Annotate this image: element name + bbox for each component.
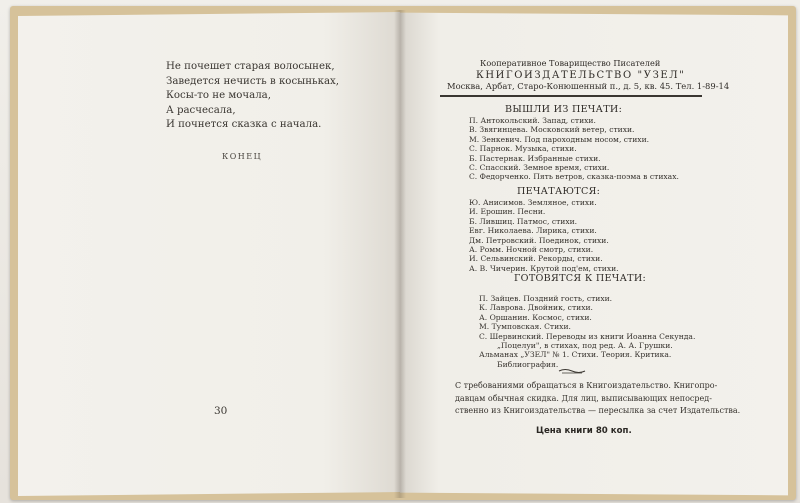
- list-item: А. В. Чичерин. Крутой под'ем, стихи.: [469, 263, 619, 273]
- note-line: ственно из Книгоиздательства — пересылка за счет Издательства.: [455, 406, 741, 415]
- list-item: А. Ромм. Ночной смотр, стихи.: [469, 245, 594, 255]
- cooperative-line: Кооперативное Товарищество Писателей: [480, 58, 661, 68]
- ordering-note: [455, 380, 741, 418]
- page-number: 30: [214, 405, 228, 417]
- poem-line: Не почешет старая волосынек,: [166, 61, 335, 72]
- forthcoming-list: [479, 294, 695, 369]
- list-item: Б. Пастернак. Избранные стихи.: [469, 153, 601, 163]
- end-mark: КОНЕЦ: [222, 152, 263, 161]
- published-list: [469, 116, 679, 182]
- section-heading-in-print: ПЕЧАТАЮТСЯ:: [517, 186, 601, 197]
- section-heading-published: ВЫШЛИ ИЗ ПЕЧАТИ:: [505, 104, 623, 115]
- list-item: Дм. Петровский. Поединок, стихи.: [469, 235, 609, 245]
- note-line: давцам обычная скидка. Для лиц, выписывающих непосред-: [455, 393, 712, 403]
- list-item: М. Зенкевич. Под пароходным носом, стихи.: [469, 134, 650, 144]
- list-item: А. Оршанин. Космос, стихи.: [479, 312, 592, 322]
- note-line: С требованиями обращаться в Книгоиздательство. Книгопро-: [455, 381, 718, 390]
- publisher-name: КНИГОИЗДАТЕЛЬСТВО "УЗЕЛ": [476, 70, 686, 81]
- poem-line: Косы-то не мочала,: [166, 90, 271, 102]
- poem-line: Заведется нечисть в косыньках,: [166, 75, 340, 87]
- list-item: С. Федорченко. Пять ветров, сказка-поэма в стихах.: [469, 172, 679, 182]
- list-item: С. Шервинский. Переводы из книги Иоанна Секунда.: [479, 331, 696, 341]
- in-print-list: [469, 198, 619, 273]
- list-item: Б. Лившиц. Патмос, стихи.: [469, 216, 578, 226]
- list-item: Библиография.: [497, 359, 559, 369]
- book-gutter: [394, 10, 406, 498]
- list-item: В. Звягинцева. Московский ветер, стихи.: [469, 125, 635, 135]
- ornament-divider: [558, 368, 586, 374]
- list-item: „Поцелуи", в стихах, под ред. А. А. Грушки.: [497, 341, 673, 351]
- list-item: С. Парнок. Музыка, стихи.: [469, 144, 577, 154]
- list-item: М. Тумповская. Стихи.: [479, 322, 571, 332]
- section-heading-forthcoming: ГОТОВЯТСЯ К ПЕЧАТИ:: [514, 273, 647, 284]
- book-price: Цена книги 80 коп.: [536, 426, 632, 436]
- list-item: П. Зайцев. Поздний гость, стихи.: [479, 294, 613, 303]
- list-item: Евг. Николаева. Лирика, стихи.: [469, 226, 597, 236]
- list-item: П. Антокольский. Запад, стихи.: [469, 116, 596, 125]
- header-rule: [440, 95, 702, 97]
- list-item: Альманах „УЗЕЛ" № 1. Стихи. Теория. Критика.: [479, 350, 672, 360]
- publisher-address: Москва, Арбат, Старо-Конюшенный п., д. 5, кв. 45. Тел. 1-89-14: [447, 81, 730, 91]
- list-item: Ю. Анисимов. Земляное, стихи.: [469, 198, 597, 207]
- poem-stanza: [166, 60, 339, 133]
- list-item: И. Ерошин. Песни.: [469, 207, 546, 217]
- list-item: С. Спасский. Земное время, стихи.: [469, 163, 610, 173]
- list-item: К. Лаврова. Двойник, стихи.: [479, 303, 593, 313]
- poem-line: А расчесала,: [166, 104, 236, 116]
- poem-line: И почнется сказка с начала.: [166, 119, 322, 131]
- list-item: И. Сельвинский. Рекорды, стихи.: [469, 254, 603, 264]
